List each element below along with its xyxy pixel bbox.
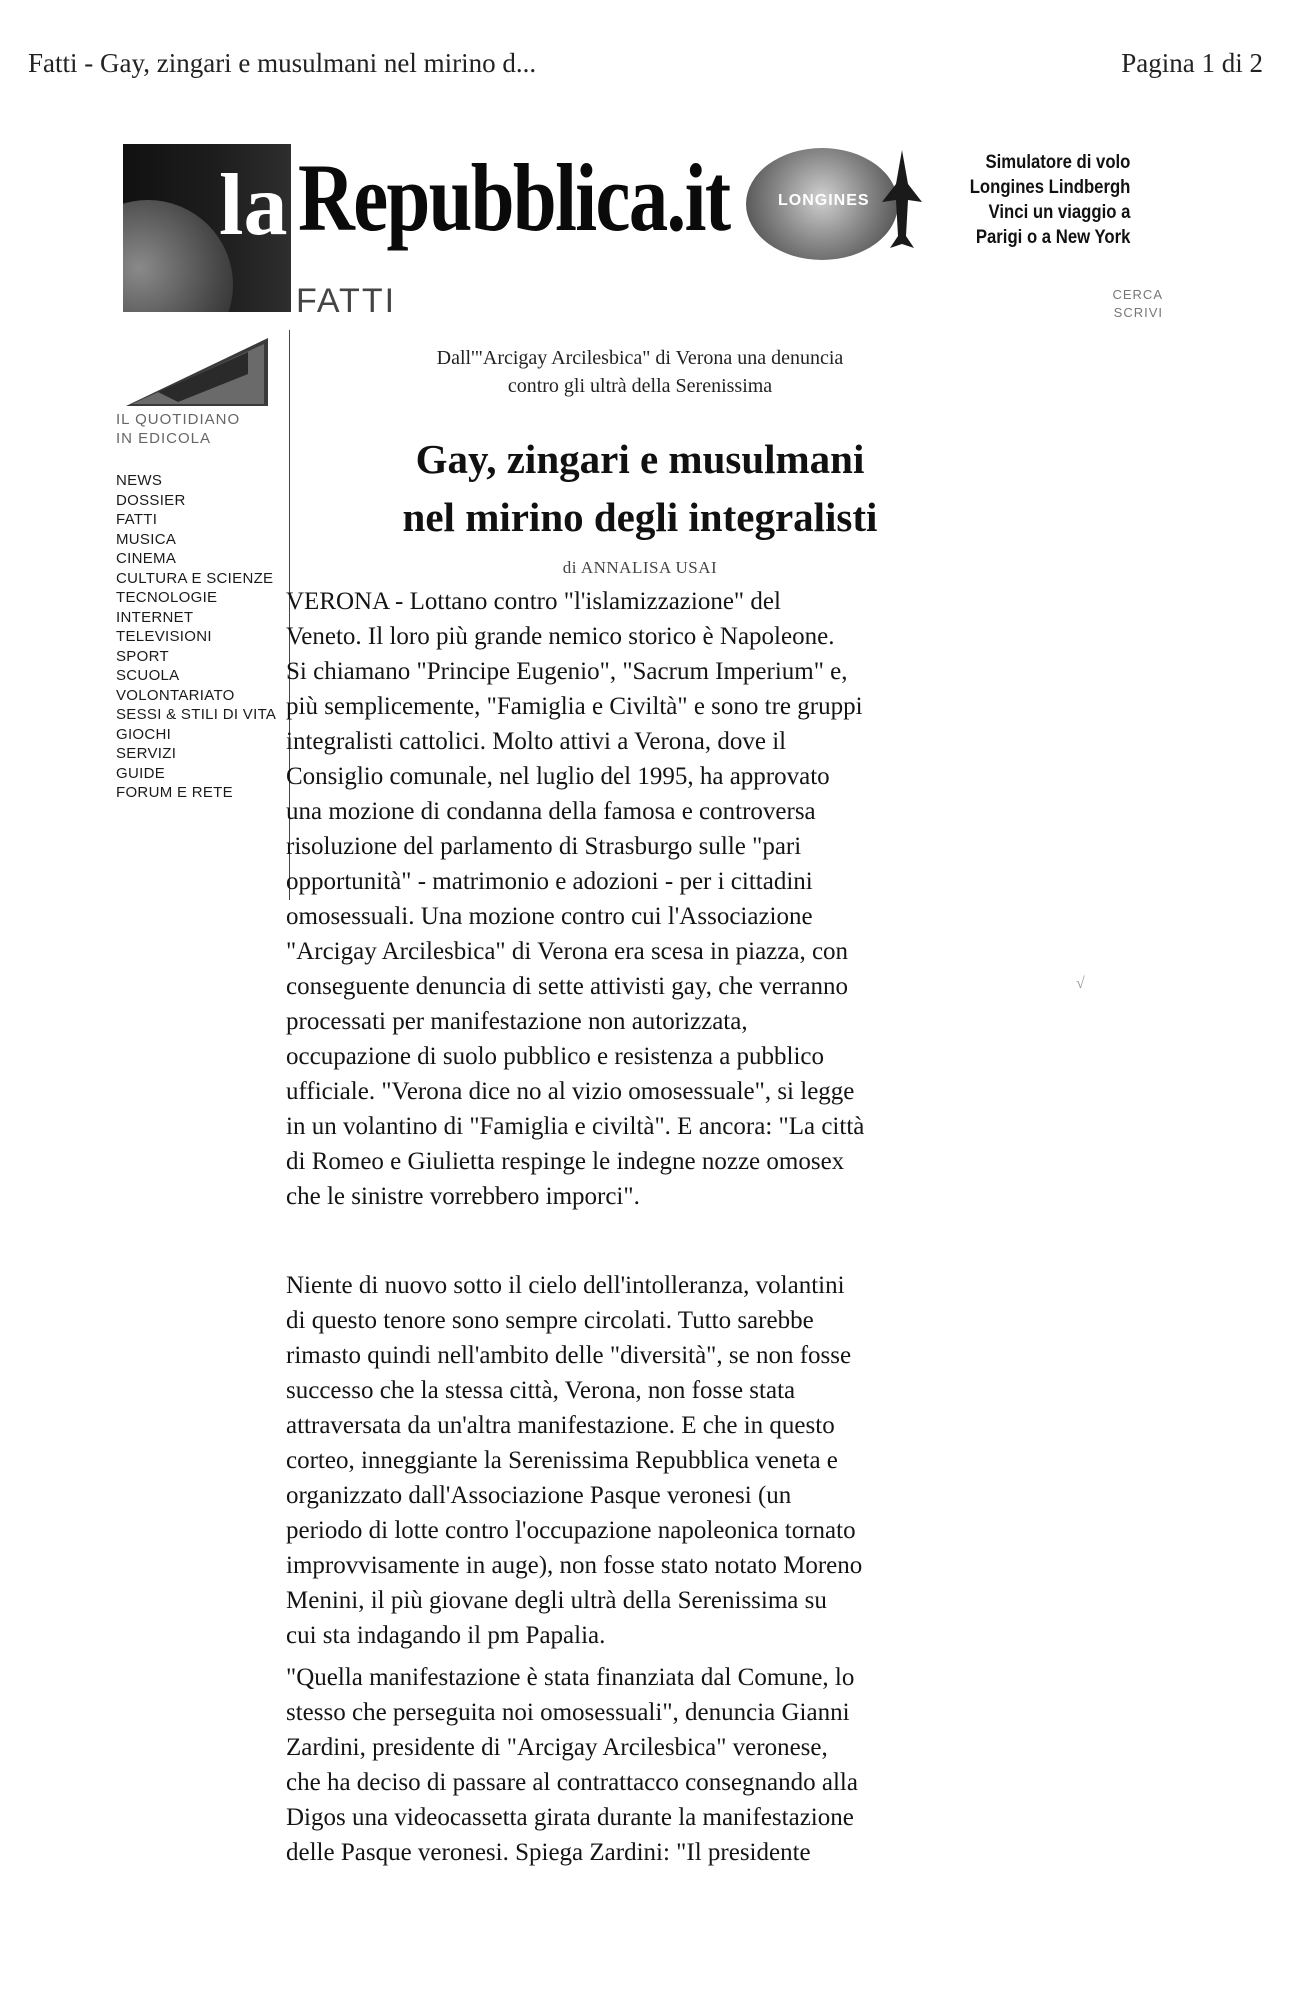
write-link[interactable]: SCRIVI bbox=[1113, 305, 1163, 320]
nav-item-fatti[interactable]: FATTI bbox=[116, 511, 158, 528]
text-line: omosessuali. Una mozione contro cui l'Associazione bbox=[286, 903, 813, 930]
text-line: "Arcigay Arcilesbica" di Verona era scesa in piazza, con bbox=[286, 938, 849, 965]
nav-item-servizi[interactable]: SERVIZI bbox=[116, 745, 177, 762]
text-line: periodo di lotte contro l'occupazione napoleonica tornato bbox=[286, 1517, 856, 1544]
article-paragraph-2 bbox=[286, 1268, 1006, 1653]
section-label: FATTI bbox=[296, 282, 397, 320]
text-line: organizzato dall'Associazione Pasque veronesi (un bbox=[286, 1482, 792, 1509]
article-kicker bbox=[300, 344, 980, 400]
text-line: più semplicemente, "Famiglia e Civiltà" e sono tre gruppi bbox=[286, 693, 863, 720]
nav-item-forum[interactable]: FORUM E RETE bbox=[116, 784, 233, 801]
text-line: che ha deciso di passare al contrattacco consegnando alla bbox=[286, 1769, 858, 1796]
tagline-line: IL QUOTIDIANO bbox=[116, 411, 241, 428]
nav-item-sessi[interactable]: SESSI & STILI DI VITA bbox=[116, 706, 277, 723]
text-line: in un volantino di "Famiglia e civiltà". E ancora: "La città bbox=[286, 1113, 865, 1140]
text-line: integralisti cattolici. Molto attivi a Verona, dove il bbox=[286, 728, 787, 755]
ad-line: Simulatore di volo bbox=[985, 152, 1131, 173]
text-line: stesso che perseguita noi omosessuali", denuncia Gianni bbox=[286, 1699, 850, 1726]
article-paragraph-1 bbox=[286, 584, 1006, 1214]
text-line: ufficiale. "Verona dice no al vizio omosessuale", si legge bbox=[286, 1078, 855, 1105]
nav-item-dossier[interactable]: DOSSIER bbox=[116, 491, 186, 509]
text-line: Veneto. Il loro più grande nemico storico è Napoleone. bbox=[286, 623, 835, 650]
text-line: cui sta indagando il pm Papalia. bbox=[286, 1622, 606, 1649]
repubblica-logo[interactable] bbox=[123, 144, 291, 312]
text-line: Digos una videocassetta girata durante la manifestazione bbox=[286, 1804, 854, 1831]
text-line: corteo, inneggiante la Serenissima Repubblica veneta e bbox=[286, 1447, 838, 1474]
ad-banner-text[interactable] bbox=[928, 150, 1130, 250]
newspaper-logo-icon[interactable] bbox=[118, 330, 278, 412]
nav-item-sport[interactable]: SPORT bbox=[116, 647, 169, 665]
text-line: occupazione di suolo pubblico e resistenza a pubblico bbox=[286, 1043, 825, 1070]
text-line: processati per manifestazione non autorizzata, bbox=[286, 1008, 748, 1035]
text-line: Consiglio comunale, nel luglio del 1995, ha approvato bbox=[286, 763, 830, 790]
nav-item-guide[interactable]: GUIDE bbox=[116, 764, 166, 782]
stray-mark: √ bbox=[1076, 975, 1085, 992]
text-line: di questo tenore sono sempre circolati. Tutto sarebbe bbox=[286, 1307, 814, 1334]
article-paragraph-3 bbox=[286, 1660, 1006, 1870]
text-line: una mozione di condanna della famosa e controversa bbox=[286, 798, 816, 825]
headline-line: nel mirino degli integralisti bbox=[402, 494, 878, 540]
nav-item-cultura[interactable]: CULTURA E SCIENZE bbox=[116, 569, 274, 587]
print-edition-tagline bbox=[116, 410, 240, 448]
utility-links bbox=[1112, 286, 1163, 322]
text-line: delle Pasque veronesi. Spiega Zardini: "Il presidente bbox=[286, 1839, 811, 1866]
nav-item-internet[interactable]: INTERNET bbox=[116, 608, 194, 626]
nav-item-televisioni[interactable]: TELEVISIONI bbox=[116, 628, 212, 645]
text-line: di Romeo e Giulietta respinge le indegne nozze omosex bbox=[286, 1148, 845, 1175]
site-title[interactable]: Repubblica.it bbox=[298, 144, 730, 251]
text-line: Zardini, presidente di "Arcigay Arcilesbica" veronese, bbox=[286, 1734, 828, 1761]
nav-item-cinema[interactable]: CINEMA bbox=[116, 550, 177, 567]
ad-banner-image[interactable] bbox=[746, 148, 898, 260]
text-line: che le sinistre vorrebbero imporci". bbox=[286, 1183, 640, 1210]
text-line: "Quella manifestazione è stata finanziata dal Comune, lo bbox=[286, 1664, 855, 1691]
text-line: risoluzione del parlamento di Strasburgo sulle "pari bbox=[286, 833, 802, 860]
airplane-icon bbox=[880, 144, 924, 264]
logo-text: la bbox=[219, 157, 288, 254]
text-line: Si chiamano "Principe Eugenio", "Sacrum Imperium" e, bbox=[286, 658, 848, 685]
tagline-line: IN EDICOLA bbox=[116, 430, 212, 447]
search-link[interactable]: CERCA bbox=[1112, 287, 1163, 302]
text-line: Niente di nuovo sotto il cielo dell'intolleranza, volantini bbox=[286, 1272, 845, 1299]
kicker-line: Dall'"Arcigay Arcilesbica" di Verona una denuncia bbox=[436, 347, 844, 369]
document-title: Fatti - Gay, zingari e musulmani nel mirino d... bbox=[28, 48, 537, 78]
sidebar-nav bbox=[116, 471, 276, 803]
text-line: Menini, il più giovane degli ultrà della Serenissima su bbox=[286, 1587, 827, 1614]
ad-line: Longines Lindbergh bbox=[969, 177, 1131, 198]
text-line: attraversata da un'altra manifestazione. E che in questo bbox=[286, 1412, 835, 1439]
nav-item-scuola[interactable]: SCUOLA bbox=[116, 667, 180, 684]
text-line: improvvisamente in auge), non fosse stato notato Moreno bbox=[286, 1552, 863, 1579]
article-byline: di ANNALISA USAI bbox=[562, 558, 718, 577]
ad-brand: LONGINES bbox=[778, 192, 870, 209]
logo-sphere bbox=[123, 200, 233, 312]
text-line: conseguente denuncia di sette attivisti gay, che verranno bbox=[286, 973, 849, 1000]
nav-item-tecnologie[interactable]: TECNOLOGIE bbox=[116, 589, 218, 606]
kicker-line: contro gli ultrà della Serenissima bbox=[507, 375, 773, 397]
text-line: VERONA - Lottano contro "l'islamizzazione" del bbox=[286, 588, 781, 615]
ad-line: Parigi o a New York bbox=[975, 227, 1131, 248]
ad-line: Vinci un viaggio a bbox=[988, 202, 1131, 223]
text-line: rimasto quindi nell'ambito delle "diversità", se non fosse bbox=[286, 1342, 852, 1369]
nav-item-news[interactable]: NEWS bbox=[116, 472, 163, 489]
nav-item-volontariato[interactable]: VOLONTARIATO bbox=[116, 686, 235, 704]
nav-item-giochi[interactable]: GIOCHI bbox=[116, 725, 172, 743]
page-indicator: Pagina 1 di 2 bbox=[1121, 48, 1263, 78]
nav-item-musica[interactable]: MUSICA bbox=[116, 530, 177, 548]
article-headline bbox=[300, 430, 980, 546]
headline-line: Gay, zingari e musulmani bbox=[415, 436, 865, 482]
text-line: opportunità" - matrimonio e adozioni - per i cittadini bbox=[286, 868, 813, 895]
text-line: successo che la stessa città, Verona, non fosse stata bbox=[286, 1377, 796, 1404]
